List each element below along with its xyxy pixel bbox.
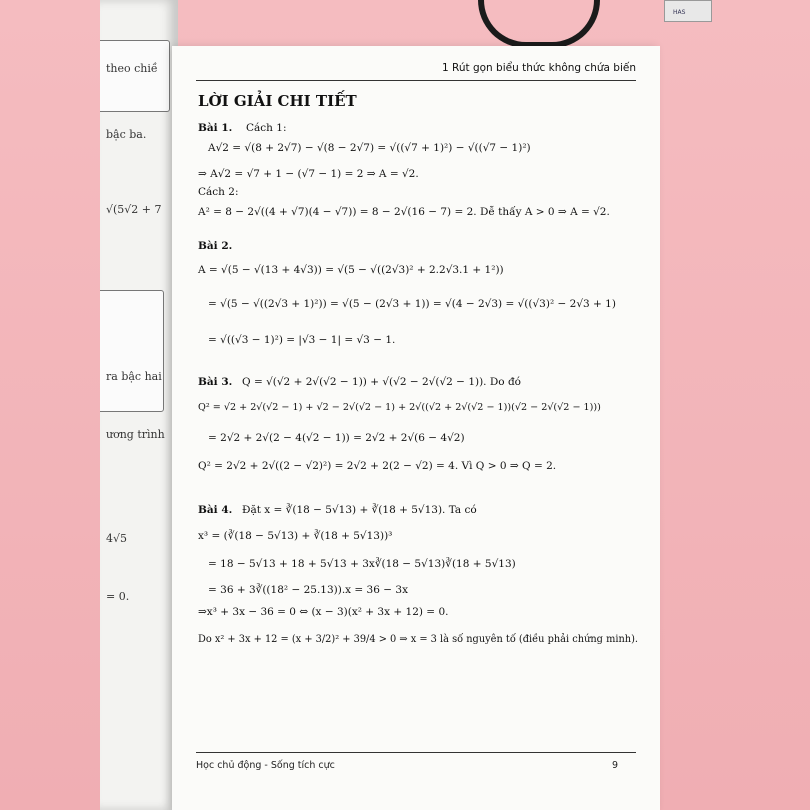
bai4-line: Đặt x = ∛(18 − 5√13) + ∛(18 + 5√13). Ta có: [242, 504, 477, 516]
footer-rule: [196, 752, 636, 753]
bai2-label: Bài 2.: [198, 240, 233, 252]
header-rule: [196, 80, 636, 81]
bai1-label: Bài 1.: [198, 122, 233, 134]
bai2-line: = √(5 − √((2√3 + 1)²)) = √(5 − (2√3 + 1)) = √(4 − 2√3) = √((√3)² − 2√3 + 1): [208, 298, 616, 310]
bai3-line: Q = √(√2 + 2√(√2 − 1)) + √(√2 − 2√(√2 − 1)). Do đó: [242, 376, 521, 388]
bai2-line: = √((√3 − 1)²) = |√3 − 1| = √3 − 1.: [208, 334, 396, 346]
bai4-label: Bài 4.: [198, 504, 233, 516]
left-page-line: √(5√2 + 7: [106, 203, 162, 216]
left-page-line: ương trình: [106, 428, 165, 441]
book-page: [172, 46, 660, 810]
bai1-line: A² = 8 − 2√((4 + √7)(4 − √7)) = 8 − 2√(16 − 7) = 2. Dễ thấy A > 0 ⇒ A = √2.: [198, 206, 610, 218]
left-page-box: [100, 290, 164, 412]
bai4-line: = 18 − 5√13 + 18 + 5√13 + 3x∛(18 − 5√13)∛(18 + 5√13): [208, 558, 516, 570]
bai4-line: Do x² + 3x + 12 = (x + 3/2)² + 39/4 > 0 ⇒ x = 3 là số nguyên tố (điều phải chứng minh).: [198, 634, 639, 645]
footer-slogan: Học chủ động - Sống tích cực: [196, 760, 335, 771]
bai3-line: Q² = √2 + 2√(√2 − 1) + √2 − 2√(√2 − 1) + 2√((√2 + 2√(√2 − 1))(√2 − 2√(√2 − 1))): [198, 402, 601, 413]
bai1-cach2: Cách 2:: [198, 186, 239, 198]
section-title: LỜI GIẢI CHI TIẾT: [198, 92, 357, 110]
left-page-line: 4√5: [106, 532, 128, 545]
bai4-line: = 36 + 3∛((18² − 25.13)).x = 36 − 3x: [208, 584, 408, 596]
left-page-box: [100, 40, 170, 112]
bai2-line: A = √(5 − √(13 + 4√3)) = √(5 − √((2√3)² + 2.2√3.1 + 1²)): [198, 264, 504, 276]
page-header: 1 Rút gọn biểu thức không chứa biến: [442, 62, 636, 74]
bai1-line: A√2 = √(8 + 2√7) − √(8 − 2√7) = √((√7 + 1)²) − √((√7 − 1)²): [208, 142, 531, 154]
left-page-line: bậc ba.: [106, 128, 147, 141]
bai1-line: ⇒ A√2 = √7 + 1 − (√7 − 1) = 2 ⇒ A = √2.: [198, 168, 419, 180]
bai4-line: ⇒x³ + 3x − 36 = 0 ⇔ (x − 3)(x² + 3x + 12) = 0.: [198, 606, 449, 618]
left-page-line: theo chiề: [106, 62, 158, 75]
corner-box: [664, 0, 712, 22]
corner-logo: HAS: [673, 9, 686, 16]
left-page-line: ra bậc hai: [106, 370, 162, 383]
bai3-label: Bài 3.: [198, 376, 233, 388]
page-number: 9: [612, 760, 619, 771]
bai4-line: x³ = (∛(18 − 5√13) + ∛(18 + 5√13))³: [198, 530, 393, 542]
bai3-line: Q² = 2√2 + 2√((2 − √2)²) = 2√2 + 2(2 − √2) = 4. Vì Q > 0 ⇒ Q = 2.: [198, 460, 557, 472]
left-page-line: = 0.: [106, 590, 130, 603]
left-page: [100, 0, 178, 810]
bai3-line: = 2√2 + 2√(2 − 4(√2 − 1)) = 2√2 + 2√(6 − 4√2): [208, 432, 465, 444]
bai1-cach1: Cách 1:: [246, 122, 287, 134]
